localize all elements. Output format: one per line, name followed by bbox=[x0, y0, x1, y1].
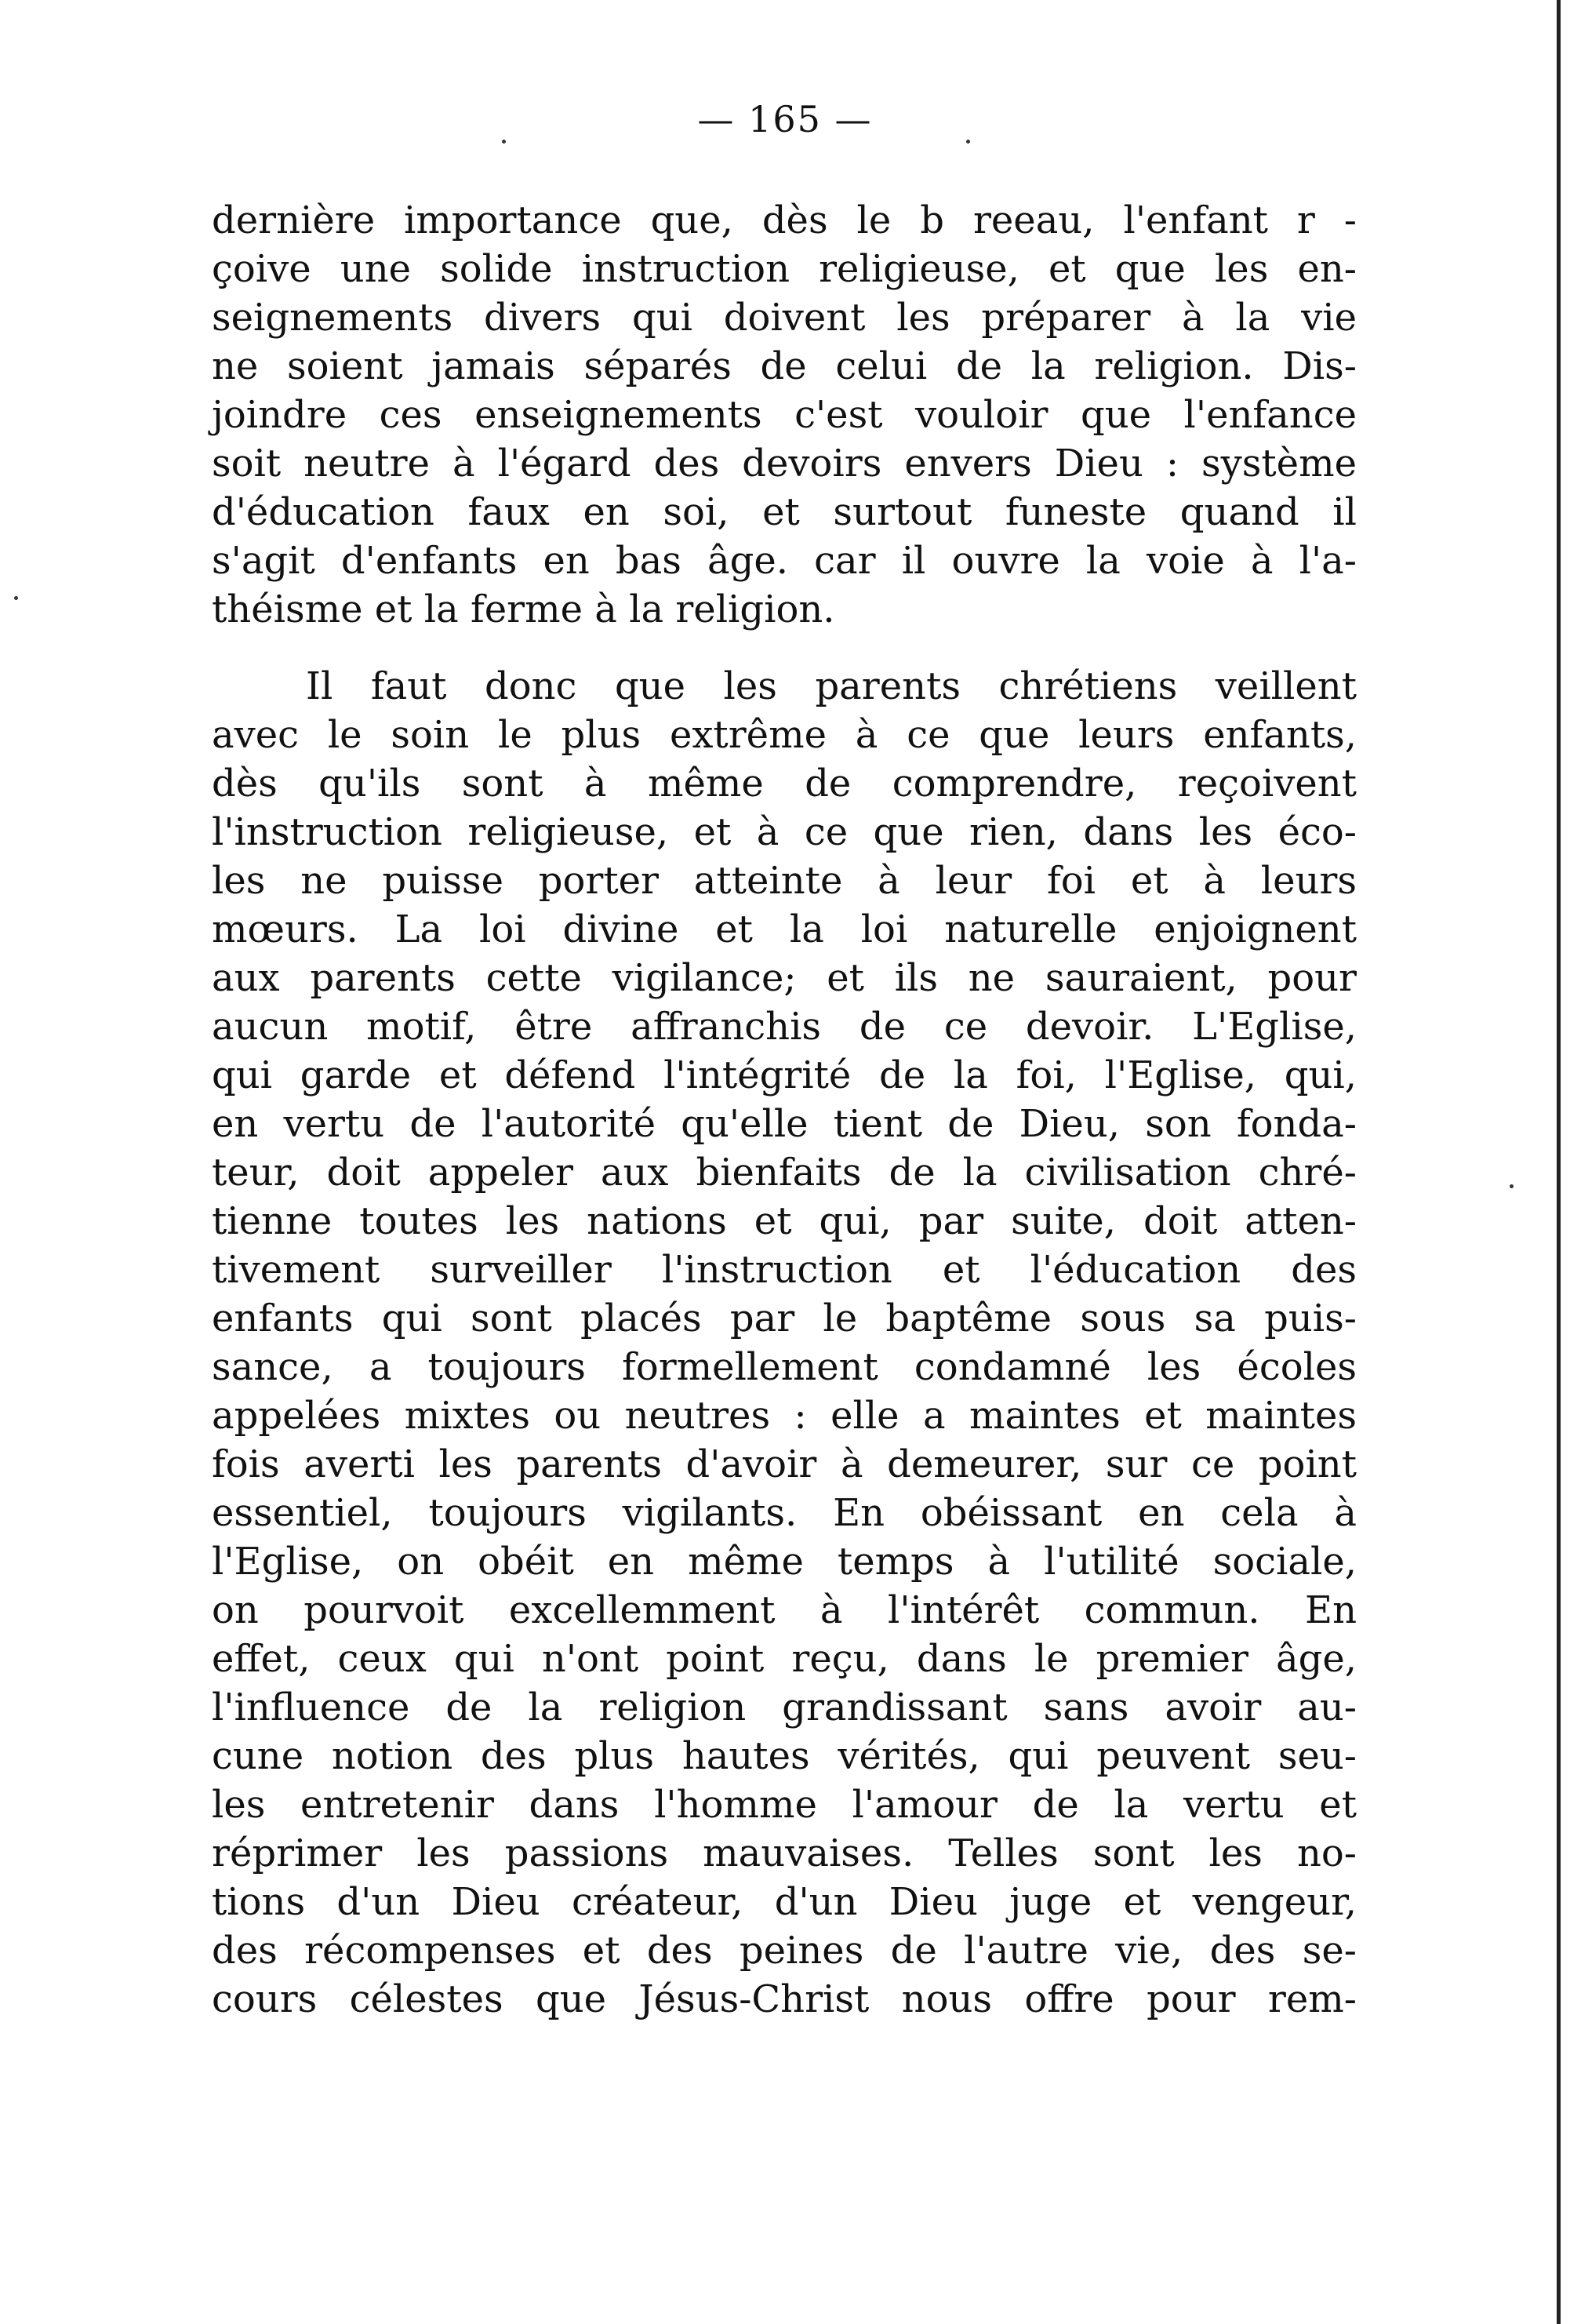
text-line: teur, doit appeler aux bienfaits de la civilisation chré- bbox=[212, 1151, 1357, 1195]
text-line: soit neutre à l'égard des devoirs envers Dieu : système bbox=[212, 442, 1357, 486]
scan-speck bbox=[14, 596, 18, 600]
text-line: ne soient jamais séparés de celui de la religion. Dis- bbox=[212, 344, 1357, 388]
text-line: Il faut donc que les parents chrétiens veillent bbox=[306, 664, 1357, 708]
text-line: réprimer les passions mauvaises. Telles sont les no- bbox=[212, 1831, 1357, 1875]
text-line: cours célestes que Jésus-Christ nous offre pour rem- bbox=[212, 1977, 1357, 2021]
scan-speck bbox=[502, 140, 506, 144]
text-line: appelées mixtes ou neutres : elle a maintes et maintes bbox=[212, 1394, 1357, 1438]
text-line: avec le soin le plus extrême à ce que leurs enfants, bbox=[212, 713, 1357, 757]
text-line: mœurs. La loi divine et la loi naturelle enjoignent bbox=[212, 907, 1357, 951]
text-line: dernière importance que, dès le b reeau, l'enfant r - bbox=[212, 198, 1357, 242]
text-line: tivement surveiller l'instruction et l'éducation des bbox=[212, 1248, 1357, 1292]
text-line: cune notion des plus hautes vérités, qui peuvent seu- bbox=[212, 1734, 1357, 1778]
text-line: les entretenir dans l'homme l'amour de la vertu et bbox=[212, 1783, 1357, 1827]
text-line: l'instruction religieuse, et à ce que rien, dans les éco- bbox=[212, 810, 1357, 854]
text-line: des récompenses et des peines de l'autre vie, des se- bbox=[212, 1929, 1357, 1973]
text-line: çoive une solide instruction religieuse, et que les en- bbox=[212, 247, 1357, 291]
text-line: l'influence de la religion grandissant sans avoir au- bbox=[212, 1686, 1357, 1729]
text-line: sance, a toujours formellement condamné les écoles bbox=[212, 1345, 1357, 1389]
text-line: on pourvoit excellemment à l'intérêt commun. En bbox=[212, 1588, 1357, 1632]
body-text bbox=[212, 196, 1357, 2024]
text-line: fois averti les parents d'avoir à demeurer, sur ce point bbox=[212, 1442, 1357, 1486]
text-line: l'Eglise, on obéit en même temps à l'utilité sociale, bbox=[212, 1540, 1357, 1584]
scan-speck bbox=[966, 140, 970, 144]
text-line: d'éducation faux en soi, et surtout funeste quand il bbox=[212, 490, 1357, 534]
text-line: tions d'un Dieu créateur, d'un Dieu juge et vengeur, bbox=[212, 1880, 1357, 1924]
text-line: dès qu'ils sont à même de comprendre, reçoivent bbox=[212, 762, 1357, 806]
scan-edge-line bbox=[1557, 0, 1561, 2324]
text-line: seignements divers qui doivent les préparer à la vie bbox=[212, 296, 1357, 340]
text-line: essentiel, toujours vigilants. En obéissant en cela à bbox=[212, 1491, 1357, 1535]
paragraph-2 bbox=[212, 662, 1357, 2024]
text-line: enfants qui sont placés par le baptême sous sa puis- bbox=[212, 1297, 1357, 1340]
text-line: en vertu de l'autorité qu'elle tient de Dieu, son fonda- bbox=[212, 1102, 1357, 1146]
text-line: qui garde et défend l'intégrité de la foi, l'Eglise, qui, bbox=[212, 1053, 1357, 1097]
text-line: effet, ceux qui n'ont point reçu, dans le premier âge, bbox=[212, 1637, 1357, 1681]
page-number: — 165 — bbox=[697, 98, 873, 140]
text-line: aucun motif, être affranchis de ce devoir. L'Eglise, bbox=[212, 1005, 1357, 1049]
scan-speck bbox=[1510, 1184, 1514, 1188]
text-line: théisme et la ferme à la religion. bbox=[212, 587, 835, 631]
paragraph-gap bbox=[212, 634, 1357, 662]
text-line: les ne puisse porter atteinte à leur foi et à leurs bbox=[212, 859, 1357, 903]
text-line: s'agit d'enfants en bas âge. car il ouvre la voie à l'a- bbox=[212, 539, 1357, 583]
text-line: joindre ces enseignements c'est vouloir que l'enfance bbox=[212, 393, 1357, 437]
paragraph-1 bbox=[212, 196, 1357, 634]
text-line: aux parents cette vigilance; et ils ne sauraient, pour bbox=[212, 956, 1357, 1000]
text-line: tienne toutes les nations et qui, par suite, doit atten- bbox=[212, 1199, 1357, 1243]
